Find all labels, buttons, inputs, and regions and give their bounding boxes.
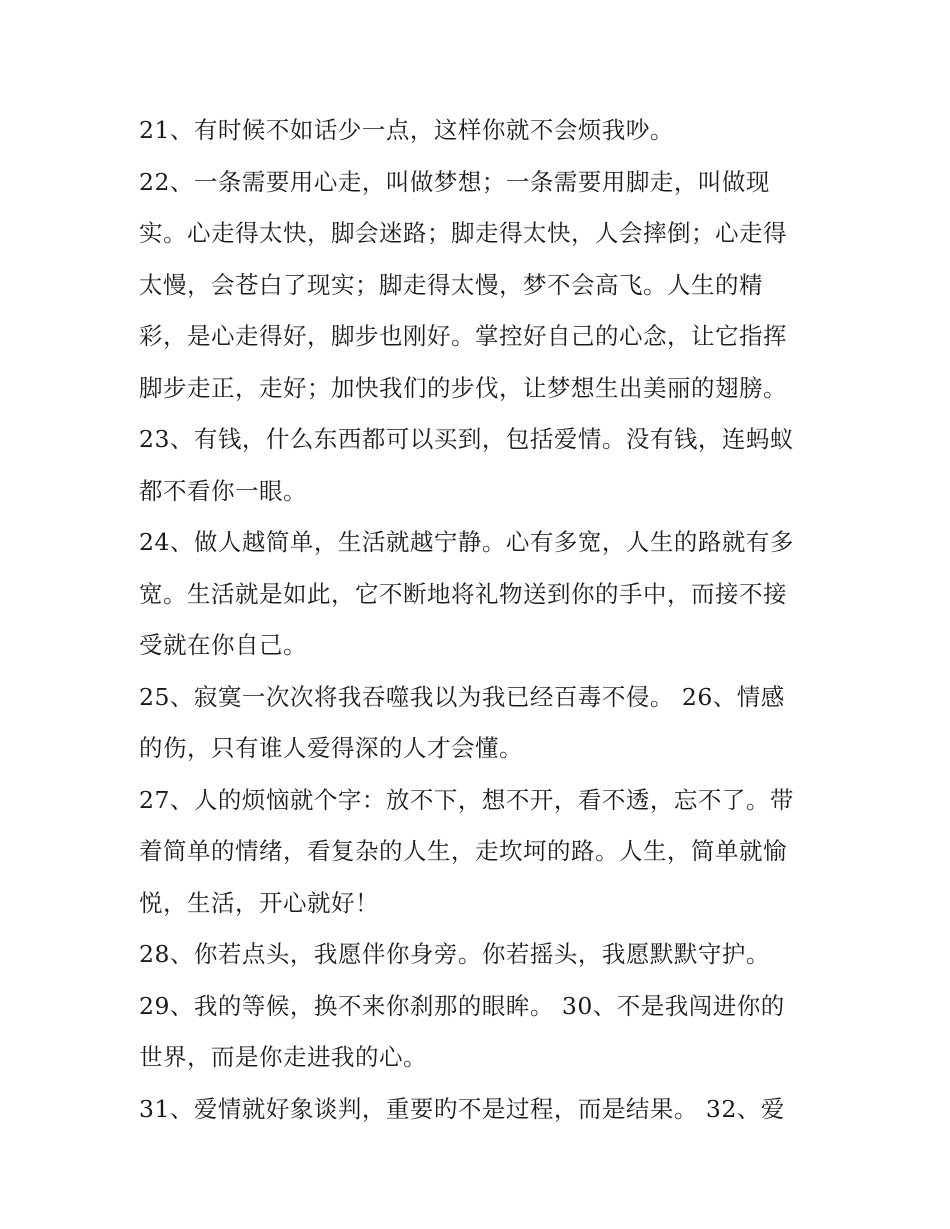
text-line: 世界，而是你走进我的心。: [139, 1043, 427, 1071]
text-line: 实。心走得太快，脚会迷路；脚走得太快，人会摔倒；心走得: [139, 219, 787, 247]
text-line: 21、有时候不如话少一点，这样你就不会烦我吵。: [139, 116, 674, 144]
text-line: 31、爱情就好象谈判，重要旳不是过程，而是结果。 32、爱: [139, 1094, 785, 1123]
text-line: 23、有钱，什么东西都可以买到，包括爱情。没有钱，连蚂蚁: [139, 425, 794, 453]
text-line: 太慢，会苍白了现实；脚走得太慢，梦不会高飞。人生的精: [139, 270, 763, 299]
text-line: 的伤，只有谁人爱得深的人才会懂。: [139, 734, 523, 762]
text-line: 受就在你自己。: [139, 631, 307, 659]
text-line: 悦，生活，开心就好！: [139, 888, 379, 917]
text-line: 着简单的情绪，看复杂的人生，走坎坷的路。人生，简单就愉: [139, 837, 787, 865]
text-line: 29、我的等候，换不来你刹那的眼眸。 30、不是我闯进你的: [139, 991, 785, 1020]
text-line: 宽。生活就是如此，它不断地将礼物送到你的手中，而接不接: [139, 579, 787, 608]
text-line: 都不看你一眼。: [139, 476, 307, 505]
document-body: [139, 105, 829, 1135]
text-line: 27、人的烦恼就个字：放不下，想不开，看不透，忘不了。带: [139, 785, 794, 814]
text-line: 22、一条需要用心走，叫做梦想；一条需要用脚走，叫做现: [139, 167, 770, 196]
text-line: 彩，是心走得好，脚步也刚好。掌控好自己的心念，让它指挥: [139, 322, 787, 350]
text-line: 24、做人越简单，生活就越宁静。心有多宽，人生的路就有多: [139, 528, 794, 556]
text-line: 28、你若点头，我愿伴你身旁。你若摇头，我愿默默守护。: [139, 940, 770, 968]
text-line: 脚步走正，走好；加快我们的步伐，让梦想生出美丽的翅膀。: [139, 373, 787, 402]
text-line: 25、寂寞一次次将我吞噬我以为我已经百毒不侵。 26、情感: [139, 682, 785, 711]
